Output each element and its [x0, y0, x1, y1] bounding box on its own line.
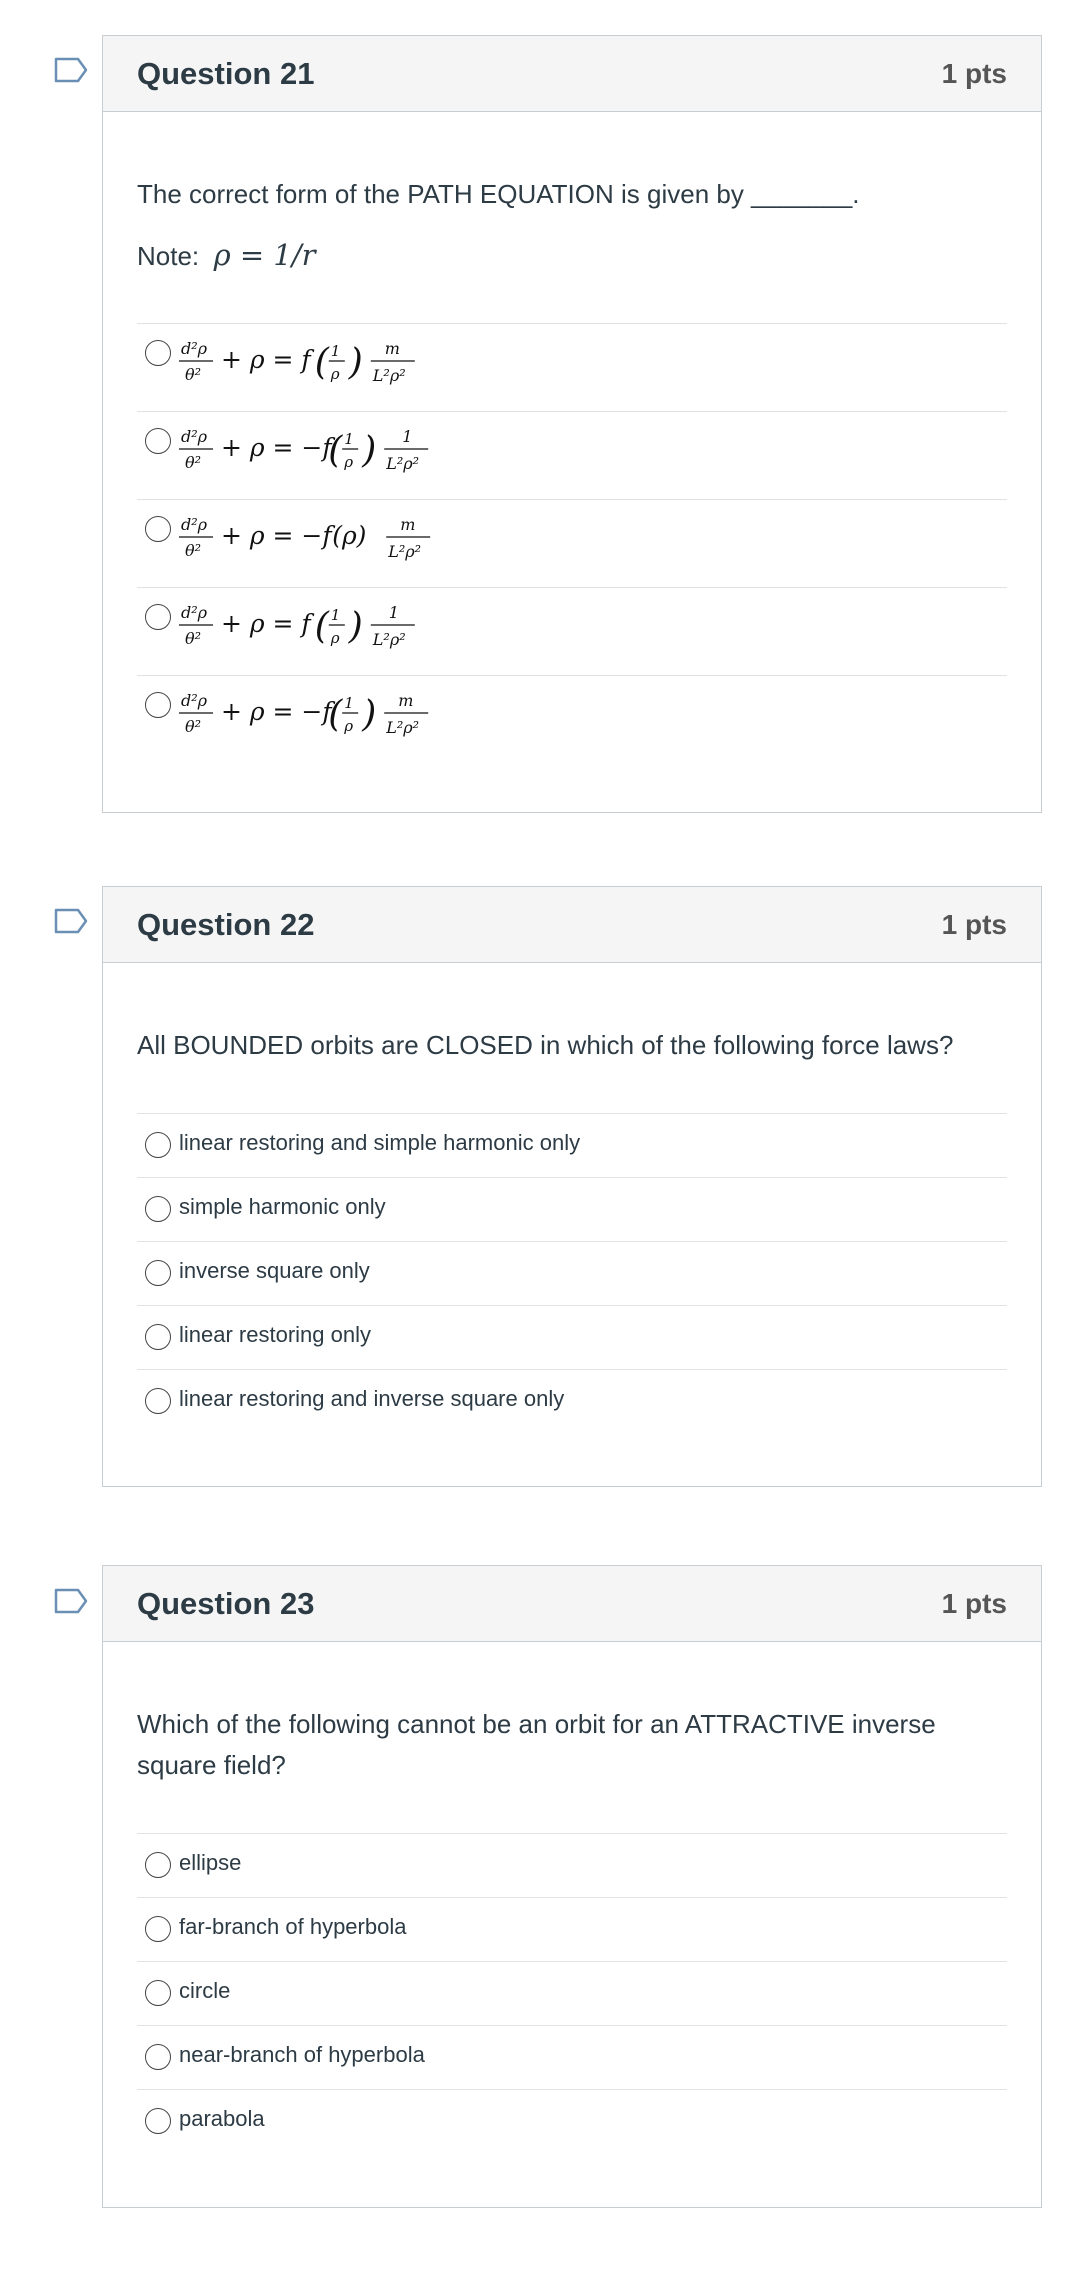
fraction-denominator: ρ — [344, 717, 354, 735]
question-points: 1 pts — [941, 909, 1007, 940]
answer-option[interactable] — [137, 412, 1007, 500]
fraction-denominator: L²ρ² — [386, 718, 420, 737]
radio-unchecked-icon[interactable] — [145, 692, 171, 718]
question-prompt: All BOUNDED orbits are CLOSED in which of the following force laws? — [137, 1030, 954, 1060]
answer-option[interactable] — [137, 1370, 1007, 1434]
radio-unchecked-icon[interactable] — [145, 2108, 171, 2134]
answer-equation — [179, 412, 479, 503]
answer-option[interactable] — [137, 2090, 1007, 2154]
answer-option[interactable] — [137, 500, 1007, 588]
question-header — [103, 36, 1041, 112]
fraction-numerator: m — [400, 515, 416, 534]
equation-svg — [179, 500, 479, 586]
answer-option[interactable] — [137, 588, 1007, 676]
radio-unchecked-icon[interactable] — [145, 428, 171, 454]
question-21-card — [102, 35, 1042, 813]
answer-label: parabola — [179, 2106, 265, 2131]
fraction-denominator: L²ρ² — [372, 366, 406, 385]
paren-left: ( — [328, 694, 343, 735]
fraction-denominator: L²ρ² — [372, 630, 406, 649]
fraction-denominator: L²ρ² — [388, 542, 422, 561]
bookmark-flag-icon[interactable] — [54, 57, 88, 83]
answer-option[interactable] — [137, 1242, 1007, 1306]
fraction-denominator: ρ — [330, 365, 340, 383]
equation-svg — [179, 324, 479, 410]
paren-left: ( — [314, 606, 329, 647]
fraction-denominator: ρ — [330, 629, 340, 647]
question-body — [103, 112, 1041, 764]
fraction-denominator: L²ρ² — [386, 454, 420, 473]
function-argument: (ρ) — [332, 521, 367, 550]
fraction-numerator: d²ρ — [181, 603, 208, 622]
question-prompt: The correct form of the PATH EQUATION is given by _______. — [137, 179, 860, 209]
fraction-numerator: 1 — [388, 603, 399, 622]
radio-unchecked-icon[interactable] — [145, 1260, 171, 1286]
paren-right: ) — [348, 606, 363, 647]
equation-svg — [179, 676, 479, 762]
note-label: Note: — [137, 241, 200, 271]
radio-unchecked-icon[interactable] — [145, 604, 171, 630]
answer-option[interactable] — [137, 1834, 1007, 1898]
paren-left: ( — [314, 342, 329, 383]
answer-label: linear restoring only — [179, 1322, 371, 1347]
radio-unchecked-icon[interactable] — [145, 340, 171, 366]
question-points: 1 pts — [941, 58, 1007, 89]
question-points: 1 pts — [941, 1588, 1007, 1619]
fraction-denominator: ρ — [344, 453, 354, 471]
answer-label: near-branch of hyperbola — [179, 2042, 425, 2067]
fraction-numerator: 1 — [344, 694, 354, 712]
paren-right: ) — [362, 694, 377, 735]
radio-unchecked-icon[interactable] — [145, 1916, 171, 1942]
question-header — [103, 1566, 1041, 1642]
question-header — [103, 887, 1041, 963]
question-title: Question 23 — [137, 1586, 315, 1621]
answer-option[interactable] — [137, 1114, 1007, 1178]
fraction-numerator: 1 — [330, 606, 341, 624]
equation-operator: + ρ = −f — [221, 433, 332, 462]
question-title: Question 21 — [137, 56, 315, 91]
answer-label: circle — [179, 1978, 231, 2003]
fraction-denominator: θ² — [185, 717, 202, 736]
radio-unchecked-icon[interactable] — [145, 1388, 171, 1414]
answer-equation — [179, 324, 479, 415]
answer-label: simple harmonic only — [179, 1194, 386, 1219]
fraction-denominator: θ² — [185, 365, 202, 384]
equation-svg — [179, 412, 479, 498]
paren-right: ) — [362, 430, 377, 471]
paren-right: ) — [348, 342, 363, 383]
answer-list — [137, 1833, 1007, 2154]
answer-label: ellipse — [179, 1850, 242, 1875]
answer-option[interactable] — [137, 676, 1007, 764]
fraction-numerator: m — [398, 691, 414, 710]
answer-equation — [179, 676, 479, 767]
radio-unchecked-icon[interactable] — [145, 1980, 171, 2006]
fraction-numerator: m — [384, 339, 400, 358]
radio-unchecked-icon[interactable] — [145, 1324, 171, 1350]
question-23-card — [102, 1565, 1042, 2208]
answer-label: far-branch of hyperbola — [179, 1914, 407, 1939]
fraction-numerator: d²ρ — [181, 691, 208, 710]
fraction-denominator: θ² — [185, 541, 202, 560]
question-prompt: Which of the following cannot be an orbit for an ATTRACTIVE inverse square field? — [137, 1709, 936, 1780]
answer-list — [137, 1113, 1007, 1434]
fraction-numerator: 1 — [330, 342, 341, 360]
fraction-numerator: 1 — [344, 430, 354, 448]
question-note — [137, 235, 1007, 276]
answer-equation — [179, 500, 479, 591]
answer-label: linear restoring and simple harmonic only — [179, 1130, 581, 1155]
fraction-denominator: θ² — [185, 453, 202, 472]
answer-list — [137, 323, 1007, 764]
question-body — [103, 963, 1041, 1434]
answer-label: linear restoring and inverse square only — [179, 1386, 565, 1411]
answer-option[interactable] — [137, 1178, 1007, 1242]
fraction-numerator: d²ρ — [181, 515, 208, 534]
fraction-numerator: d²ρ — [181, 339, 208, 358]
answer-option[interactable] — [137, 1962, 1007, 2026]
answer-option[interactable] — [137, 1898, 1007, 1962]
radio-unchecked-icon[interactable] — [145, 1852, 171, 1878]
equation-operator: + ρ = −f — [221, 521, 332, 550]
answer-label: inverse square only — [179, 1258, 370, 1283]
bookmark-flag-icon[interactable] — [54, 908, 88, 934]
fraction-denominator: θ² — [185, 629, 202, 648]
answer-option[interactable] — [137, 1306, 1007, 1370]
question-title: Question 22 — [137, 907, 315, 942]
radio-unchecked-icon[interactable] — [145, 516, 171, 542]
bookmark-flag-icon[interactable] — [54, 1588, 88, 1614]
answer-option[interactable] — [137, 2026, 1007, 2090]
radio-unchecked-icon[interactable] — [145, 2044, 171, 2070]
fraction-numerator: d²ρ — [181, 427, 208, 446]
answer-equation — [179, 588, 479, 679]
question-body — [103, 1642, 1041, 2154]
note-math: ρ = 1/r — [213, 238, 316, 272]
radio-unchecked-icon[interactable] — [145, 1196, 171, 1222]
fraction-numerator: 1 — [402, 427, 413, 446]
answer-option[interactable] — [137, 324, 1007, 412]
equation-operator: + ρ = f — [221, 609, 311, 638]
equation-svg — [179, 588, 479, 674]
radio-unchecked-icon[interactable] — [145, 1132, 171, 1158]
question-22-card — [102, 886, 1042, 1487]
paren-left: ( — [328, 430, 343, 471]
equation-operator: + ρ = −f — [221, 697, 332, 726]
equation-operator: + ρ = f — [221, 345, 311, 374]
